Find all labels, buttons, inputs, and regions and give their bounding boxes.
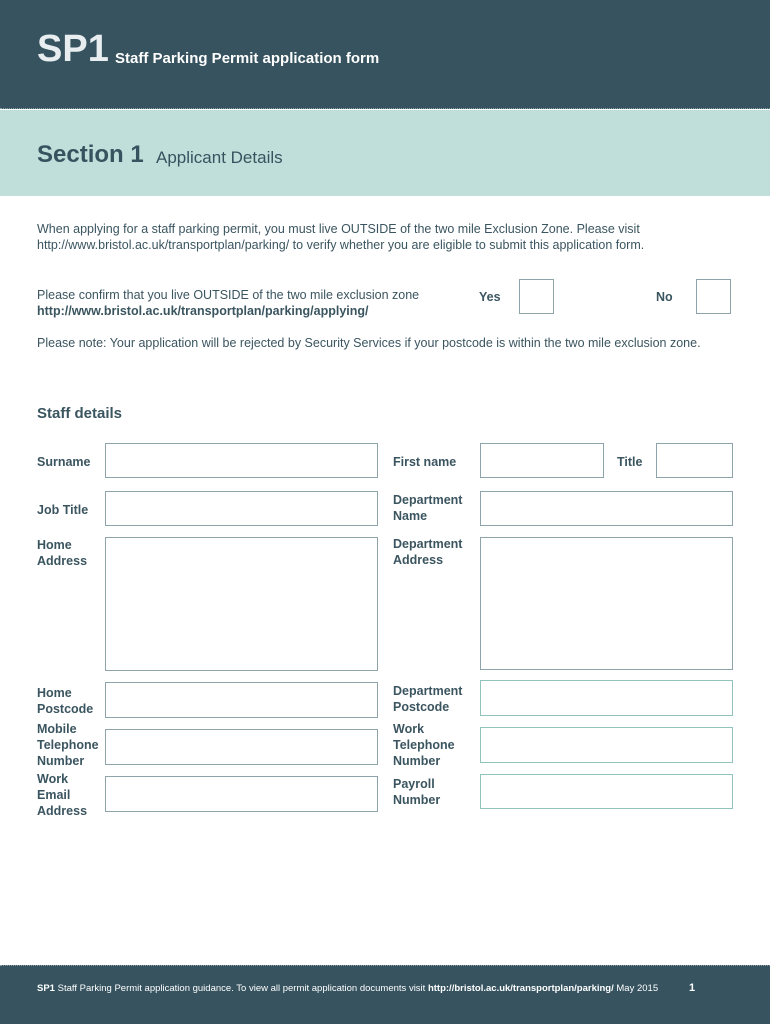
footer-divider — [0, 965, 770, 966]
payroll-number-field[interactable] — [480, 774, 733, 809]
intro-line-2: http://www.bristol.ac.uk/transportplan/parking/ to verify whether you are eligible to submit this application form. — [37, 238, 645, 252]
intro-text — [37, 221, 737, 253]
department-name-field[interactable] — [480, 491, 733, 526]
staff-details-heading: Staff details — [37, 405, 123, 422]
footer-date: May 2015 — [613, 983, 659, 994]
home-address-field[interactable] — [105, 537, 378, 671]
section-banner — [0, 110, 770, 196]
footer-text — [37, 983, 658, 994]
footer-code: SP1 — [37, 983, 55, 994]
footer-link[interactable]: http://bristol.ac.uk/transportplan/parking/ — [427, 983, 614, 994]
job-title-field[interactable] — [105, 491, 378, 526]
title-field[interactable] — [656, 443, 733, 478]
yes-checkbox[interactable] — [519, 279, 554, 314]
confirm-question — [37, 287, 477, 319]
form-title: Staff Parking Permit application form — [115, 50, 380, 67]
first-name-field[interactable] — [480, 443, 604, 478]
intro-line-1: When applying for a staff parking permit, you must live OUTSIDE of the two mile Exclusion Zone. Please visit — [37, 222, 640, 236]
rejection-note: Please note: Your application will be rejected by Security Services if your postcode is within the two mile exclusion zone. — [37, 336, 701, 350]
confirm-text: Please confirm that you live OUTSIDE of the two mile exclusion zone — [37, 288, 420, 302]
work-number-field[interactable] — [480, 727, 733, 763]
department-address-field[interactable] — [480, 537, 733, 670]
home-postcode-label: Home Postcode — [37, 686, 94, 716]
surname-label: Surname — [37, 455, 91, 469]
department-postcode-label: Department Postcode — [393, 684, 463, 714]
section-name: Applicant Details — [156, 148, 283, 167]
surname-field[interactable] — [105, 443, 378, 478]
title-label: Title — [617, 455, 643, 469]
department-address-label: Department Address — [393, 537, 463, 567]
footer-banner — [0, 965, 770, 1024]
work-number-label: Work Telephone Number — [393, 722, 455, 768]
home-address-label: Home Address — [37, 538, 88, 568]
no-label: No — [656, 290, 673, 304]
work-email-label: Work Email Address — [37, 772, 88, 818]
mobile-number-field[interactable] — [105, 729, 378, 765]
job-title-label: Job Title — [37, 503, 89, 517]
form-code: SP1 — [37, 28, 109, 70]
page-number: 1 — [689, 982, 696, 994]
payroll-number-label: Payroll Number — [393, 777, 441, 807]
header-divider — [0, 108, 770, 109]
yes-label: Yes — [479, 290, 501, 304]
first-name-label: First name — [393, 455, 457, 469]
confirm-link[interactable]: http://www.bristol.ac.uk/transportplan/parking/applying/ — [37, 304, 369, 318]
header-banner — [0, 0, 770, 109]
footer-description: Staff Parking Permit application guidance. To view all permit application documents visit — [54, 983, 428, 994]
work-email-field[interactable] — [105, 776, 378, 812]
no-checkbox[interactable] — [696, 279, 731, 314]
section-number: Section 1 — [37, 141, 144, 168]
department-name-label: Department Name — [393, 493, 463, 523]
department-postcode-field[interactable] — [480, 680, 733, 716]
mobile-number-label: Mobile Telephone Number — [37, 722, 99, 768]
home-postcode-field[interactable] — [105, 682, 378, 718]
